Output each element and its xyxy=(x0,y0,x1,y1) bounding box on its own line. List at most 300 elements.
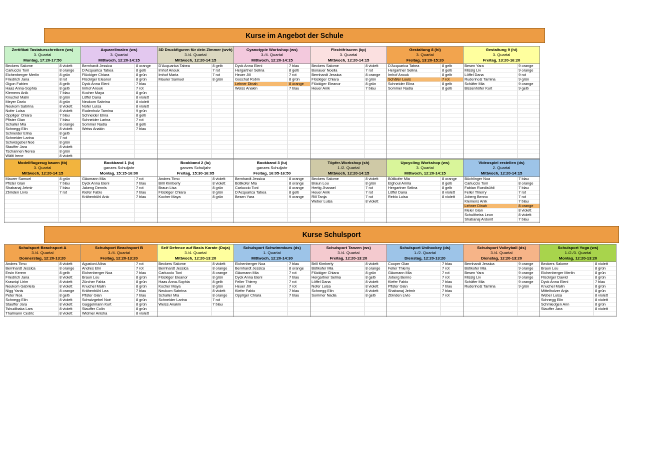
student-name xyxy=(234,100,288,104)
student-name xyxy=(387,91,441,95)
student-name: Beckers Salome xyxy=(311,177,365,181)
student-name: Joberg Benno xyxy=(464,195,518,199)
student-class xyxy=(518,105,540,109)
student-class: 8 grün xyxy=(136,73,147,77)
student-class: 7 blau xyxy=(289,86,300,91)
student-name: Beckers Salome xyxy=(5,64,59,68)
student-name: Flückiger Eleanor xyxy=(81,78,135,82)
student-class: 8 gelb xyxy=(442,73,453,77)
student-name: Neukom Gabriela xyxy=(5,285,59,289)
student-list xyxy=(158,177,234,223)
student-class xyxy=(365,127,387,131)
student-name: Braun Lou xyxy=(540,267,594,271)
student-name: Feller Thierry xyxy=(234,280,288,284)
student-list xyxy=(81,64,157,159)
student-name: Schneider Larina xyxy=(5,136,59,140)
student-class: 9 grün xyxy=(518,284,530,289)
student-row[interactable] xyxy=(5,154,81,159)
course-column xyxy=(157,244,234,317)
student-class: 8 orange xyxy=(365,73,381,77)
student-class xyxy=(594,312,616,316)
student-name: Eichenberger Merlin xyxy=(540,271,594,275)
student-name xyxy=(234,150,288,154)
course-column xyxy=(234,244,311,317)
course-header-cell[interactable] xyxy=(5,160,81,178)
course-day-time: Montag, 15:15-16:00 xyxy=(99,171,139,176)
student-name: Kocher Maya xyxy=(158,195,212,199)
empty-cell xyxy=(234,312,310,317)
student-name: Gigon Fabien xyxy=(5,82,59,86)
course-title: Self Defence auf Basis Karate (Doja) xyxy=(161,245,230,250)
student-name: Friedrich Jana xyxy=(5,276,59,280)
student-class xyxy=(441,218,463,222)
student-class: 8 gelb xyxy=(212,280,223,284)
course-quartal: 3./4. Quartal xyxy=(184,52,207,57)
course-column xyxy=(157,46,234,159)
student-class: 9 orange xyxy=(518,82,534,86)
student-name xyxy=(311,213,365,217)
student-name: Schnegg Elin xyxy=(311,289,365,293)
student-class: 7 rot xyxy=(289,284,297,289)
student-class xyxy=(212,312,234,316)
student-class xyxy=(288,114,310,118)
course-header-cell[interactable] xyxy=(81,160,157,178)
student-class xyxy=(59,213,81,217)
student-name xyxy=(311,109,365,113)
student-name xyxy=(464,114,518,118)
student-class xyxy=(518,123,540,127)
student-class: 9 gelb xyxy=(518,86,529,91)
student-name: Braun Lou xyxy=(81,276,135,280)
student-class: 8 violett xyxy=(59,307,73,311)
student-list xyxy=(81,262,157,317)
student-name: Sommer Nadia xyxy=(387,87,441,91)
student-class: 8 gelb xyxy=(136,68,147,73)
course-header-cell[interactable] xyxy=(158,245,234,263)
student-class: 8 gelb xyxy=(365,275,376,280)
student-class: 8 violett xyxy=(136,311,149,316)
student-class xyxy=(441,312,463,316)
empty-cell xyxy=(81,154,157,159)
student-class: 8 violett xyxy=(59,154,73,158)
student-class: 7 blau xyxy=(136,82,147,86)
student-class: 8 grün xyxy=(136,284,147,289)
student-name: Rudenholz Tamina xyxy=(81,109,135,113)
student-name xyxy=(387,150,441,154)
student-class: 8 orange xyxy=(365,266,381,271)
student-class xyxy=(518,114,540,118)
student-row[interactable] xyxy=(5,312,81,317)
student-class xyxy=(365,312,387,316)
student-class: 7 rot xyxy=(289,271,297,275)
student-name: Kiefer Fabio xyxy=(81,191,135,195)
student-name xyxy=(234,145,288,149)
student-name: Beckers Salome xyxy=(158,262,212,266)
student-name: D'Acquarica Tabea xyxy=(81,69,135,73)
student-name xyxy=(158,91,212,95)
student-class: 8 violett xyxy=(212,262,226,266)
student-name: Pfister Gian xyxy=(5,118,59,122)
student-class: 7 blau xyxy=(442,289,453,293)
student-name: Bernhardt Jessica xyxy=(234,267,288,271)
student-name xyxy=(464,312,518,316)
section-title-schulsport[interactable] xyxy=(44,226,619,243)
student-class: 8 violett xyxy=(442,190,455,195)
student-class xyxy=(365,118,387,122)
student-class xyxy=(365,209,387,213)
student-class: 8 gelb xyxy=(136,113,147,118)
student-name xyxy=(464,294,518,298)
student-list xyxy=(311,177,387,223)
student-class xyxy=(135,132,157,136)
student-class xyxy=(518,91,540,95)
course-header-cell[interactable] xyxy=(387,245,463,263)
student-name: Hergartner Selina xyxy=(387,69,441,73)
student-name: Carluccio Toni xyxy=(158,271,212,275)
student-name: Krasniqi Lirim xyxy=(5,280,59,284)
student-name: Löffel Dana xyxy=(81,96,135,100)
course-header-cell[interactable] xyxy=(234,245,310,263)
course-title: Schulsport Yoga (ws) xyxy=(557,245,599,250)
student-list xyxy=(5,262,81,317)
student-name xyxy=(81,209,135,213)
student-name: Schäfer Mia xyxy=(464,82,518,86)
student-class xyxy=(288,145,310,149)
student-name xyxy=(234,136,288,140)
course-day-time: Donnerstag, 12:20-13:20 xyxy=(19,256,66,261)
student-name xyxy=(158,123,212,127)
student-class: 8 grün xyxy=(59,100,71,104)
student-class: 8 violett xyxy=(595,298,608,302)
course-section-angebot-row1 xyxy=(4,46,540,159)
student-class xyxy=(288,150,310,154)
student-class: 8 grün xyxy=(365,271,377,275)
student-class xyxy=(288,213,310,217)
student-class: 8 violett xyxy=(59,284,73,289)
course-title: Bookband 1 (lu) xyxy=(103,160,135,165)
student-class xyxy=(518,136,540,140)
student-name: Heuer Anik xyxy=(311,191,365,195)
student-class: 8 violett xyxy=(518,213,532,217)
student-name: Widmer Anisha xyxy=(81,312,135,316)
student-class: 8 orange xyxy=(289,181,304,186)
student-class: 8 violett xyxy=(365,284,379,289)
student-class: 7 rot xyxy=(365,68,374,73)
course-section-angebot-row2 xyxy=(4,159,540,223)
student-class: 7 blau xyxy=(59,118,70,122)
course-header-cell[interactable] xyxy=(540,245,616,263)
course-title: Schulsport Beachsport A xyxy=(18,245,67,250)
student-class: 9 orange xyxy=(518,262,534,266)
student-name: Flückiger Eleanor xyxy=(158,276,212,280)
student-class xyxy=(365,298,387,302)
course-header-cell[interactable] xyxy=(387,160,463,178)
student-name: Brill Kimberly xyxy=(158,182,212,186)
student-name: Peter Noa xyxy=(5,294,59,298)
student-class: 8 orange xyxy=(59,289,75,293)
student-class xyxy=(441,114,463,118)
student-class: 8 violett xyxy=(365,280,379,284)
student-class: 8 violett xyxy=(595,293,608,298)
student-name: Weber Luisa xyxy=(311,200,365,204)
section-title-angebot[interactable] xyxy=(44,28,545,43)
student-class: 8 grün xyxy=(136,275,147,280)
student-name: Flückiger Chiara xyxy=(311,78,365,82)
student-name xyxy=(234,298,288,302)
student-name xyxy=(464,132,518,136)
student-name xyxy=(234,204,288,208)
student-name xyxy=(234,213,288,217)
student-class: 7 blau xyxy=(289,262,300,266)
student-class xyxy=(518,109,540,113)
student-name: Neukom Sabrina xyxy=(158,289,212,293)
student-class xyxy=(135,145,157,149)
student-class: 8 violett xyxy=(59,275,73,280)
student-class: 7 blau xyxy=(289,289,300,293)
student-name xyxy=(311,204,365,208)
course-day-time: Freitag, 15:30-16:05 xyxy=(176,171,215,176)
student-class: 7 rot xyxy=(442,266,450,271)
student-name xyxy=(387,209,441,213)
student-name: Büchlinger Noa xyxy=(464,177,518,181)
student-name xyxy=(5,195,59,199)
student-class xyxy=(212,96,234,100)
student-name: Carluccio Toni xyxy=(234,186,288,190)
student-name xyxy=(311,303,365,307)
student-name xyxy=(158,307,212,311)
student-name: Missig Liv xyxy=(464,276,518,280)
student-name xyxy=(387,123,441,127)
course-column xyxy=(4,46,81,159)
course-day-time: Mittwoch, 12:20-14:15 xyxy=(404,171,446,176)
student-name xyxy=(234,312,288,316)
student-class xyxy=(288,312,310,316)
student-class: 7 blau xyxy=(595,280,606,284)
student-class: 8 violett xyxy=(212,177,226,181)
student-class xyxy=(518,100,540,104)
course-header-cell[interactable] xyxy=(387,47,463,65)
student-name xyxy=(311,91,365,95)
student-name xyxy=(311,118,365,122)
student-name: Weiss Anakin xyxy=(81,127,135,131)
student-class xyxy=(135,209,157,213)
student-list xyxy=(387,177,463,223)
section-title-schulsport-label: Kurse Schulsport xyxy=(302,230,361,239)
student-class xyxy=(441,123,463,127)
course-quartal: ganzes Schuljahr xyxy=(180,165,211,170)
student-class: 9 orange xyxy=(289,195,304,199)
student-name: Bernhardt Jessica xyxy=(81,64,135,68)
course-header-cell[interactable] xyxy=(464,47,540,65)
student-class: 8 gelb xyxy=(59,293,70,298)
course-column xyxy=(234,46,311,159)
course-quartal: 3. Quartal xyxy=(33,52,52,57)
course-quartal: 3./4. Quartal xyxy=(490,250,513,255)
course-column xyxy=(81,159,158,223)
course-day-time: Mittwoch, 12:20-14:15 xyxy=(480,171,523,176)
student-name: Eichenberger Noa xyxy=(234,262,288,266)
student-class: 8 violett xyxy=(59,145,73,149)
empty-cell xyxy=(158,312,234,317)
student-class: 7 rot xyxy=(518,190,527,195)
student-class: 7 blau xyxy=(136,271,147,275)
student-name xyxy=(464,150,518,154)
student-name xyxy=(158,82,212,86)
student-class xyxy=(365,132,387,136)
student-name xyxy=(81,213,135,217)
student-class: 8 violett xyxy=(59,302,73,307)
student-class xyxy=(518,118,540,122)
student-name xyxy=(464,123,518,127)
course-quartal: 3./4. Quartal xyxy=(337,250,360,255)
student-name: Kiefer Fabio xyxy=(387,280,441,284)
student-name xyxy=(158,150,212,154)
student-class: 8 grün xyxy=(59,149,71,154)
student-name: Imhof Anouk xyxy=(158,69,212,73)
student-class xyxy=(441,109,463,113)
course-header-cell[interactable] xyxy=(5,47,81,65)
student-name: Löffel Dana xyxy=(387,191,441,195)
student-name xyxy=(158,213,212,217)
student-class xyxy=(212,87,234,91)
course-header-cell[interactable] xyxy=(311,160,387,178)
student-class: 8 grün xyxy=(212,186,224,190)
student-class: 8 violett xyxy=(59,311,73,316)
student-class xyxy=(365,100,387,104)
student-class xyxy=(288,123,310,127)
student-class: 7 blau xyxy=(136,195,147,199)
student-class: 8 violett xyxy=(365,262,379,266)
student-list xyxy=(234,177,310,223)
student-name: Andres Timo xyxy=(158,177,212,181)
course-header-cell[interactable] xyxy=(81,245,157,263)
student-name: Schultheiss Leon xyxy=(464,213,518,217)
student-class: 8 orange xyxy=(289,82,304,86)
student-name: D'Acquarica Tabea xyxy=(387,64,441,68)
student-class: 8 violett xyxy=(365,64,379,68)
student-list xyxy=(464,64,540,159)
student-name xyxy=(5,209,59,213)
course-day-time: Freitag, 16:05-16:50 xyxy=(253,171,291,176)
student-list xyxy=(387,64,463,159)
student-class: 7 blau xyxy=(289,293,300,298)
student-name: Knuchel Malin xyxy=(81,285,135,289)
course-header-cell[interactable] xyxy=(464,245,540,263)
student-name: Imhof Maria xyxy=(158,73,212,77)
student-class xyxy=(212,132,234,136)
student-name xyxy=(311,150,365,154)
student-name xyxy=(5,200,59,204)
student-name xyxy=(234,96,288,100)
student-class: 8 grün xyxy=(59,73,71,77)
student-name: Nofer Luisa xyxy=(311,285,365,289)
student-class: 7 blau xyxy=(136,181,147,186)
student-class xyxy=(288,204,310,208)
student-class: 8 gelb xyxy=(442,82,453,86)
student-name: Dyck Anna Eleni xyxy=(81,182,135,186)
student-name xyxy=(311,136,365,140)
student-class xyxy=(441,209,463,213)
student-name xyxy=(387,96,441,100)
course-quartal: 3. Quartal xyxy=(416,165,434,170)
student-class xyxy=(518,132,540,136)
course-title: Schulsport Tanzen (ws) xyxy=(326,245,371,250)
student-name xyxy=(158,154,212,158)
student-class xyxy=(518,312,540,316)
student-name: Bütikofer Mia xyxy=(234,182,288,186)
student-class: 8 gelb xyxy=(59,86,70,91)
student-class: 8 gelb xyxy=(136,122,147,127)
course-header-cell[interactable] xyxy=(311,47,387,65)
student-class xyxy=(288,91,310,95)
student-name xyxy=(81,132,135,136)
student-class xyxy=(288,132,310,136)
student-name: Maurer Samuel xyxy=(5,177,59,181)
student-class: 8 violett xyxy=(595,307,608,311)
student-name xyxy=(234,303,288,307)
course-header-cell[interactable] xyxy=(234,160,310,178)
course-header-cell[interactable] xyxy=(81,47,157,65)
student-class: 8 gelb xyxy=(442,186,453,190)
student-name xyxy=(158,204,212,208)
course-column xyxy=(387,46,464,159)
student-class xyxy=(365,105,387,109)
student-class xyxy=(365,307,387,311)
student-class: 8 violett xyxy=(136,100,149,104)
student-class: 7 rot xyxy=(365,195,374,199)
course-header-cell[interactable] xyxy=(311,245,387,263)
student-name: Bernhardt Jessica xyxy=(311,73,365,77)
student-name xyxy=(81,154,135,158)
student-name: Wälti Irene xyxy=(5,154,59,158)
course-column xyxy=(310,159,387,223)
student-class xyxy=(212,154,234,158)
student-name: Hertig Jhanael xyxy=(311,186,365,190)
student-name: Maurer Samuel xyxy=(158,78,212,82)
student-name xyxy=(81,200,135,204)
empty-cell xyxy=(387,312,463,317)
student-row[interactable] xyxy=(464,218,540,223)
student-name: Imhof Anouk xyxy=(387,73,441,77)
course-header-cell[interactable] xyxy=(234,47,310,65)
student-class: 8 violett xyxy=(59,298,73,302)
empty-cell xyxy=(464,312,540,317)
course-header-cell[interactable] xyxy=(158,47,234,65)
course-header-cell[interactable] xyxy=(464,160,540,178)
student-name: Bernhardt Jessica xyxy=(234,177,288,181)
student-name: Tshudibaka Lars xyxy=(5,307,59,311)
student-row[interactable] xyxy=(81,312,157,317)
student-class: 7 rot xyxy=(212,68,221,73)
student-name: Hergartner Selina xyxy=(234,69,288,73)
student-name: Elghoul Amira xyxy=(387,182,441,186)
student-name xyxy=(158,105,212,109)
student-class xyxy=(441,91,463,95)
course-header-cell[interactable] xyxy=(5,245,81,263)
student-name: Schwizgebel Noé xyxy=(81,298,135,302)
student-class: 8 grün xyxy=(212,190,224,195)
student-class: 8 orange xyxy=(59,122,75,127)
student-name: Eichenberger Noa xyxy=(81,271,135,275)
student-class: 8 violett xyxy=(365,289,379,293)
student-class xyxy=(518,294,540,298)
student-name: Friedrich Jana xyxy=(5,78,59,82)
student-class: 8 orange xyxy=(289,266,304,271)
course-header-cell[interactable] xyxy=(158,160,234,178)
student-class xyxy=(441,298,463,302)
student-name: Heuer Anik xyxy=(311,87,365,91)
student-name xyxy=(387,105,441,109)
